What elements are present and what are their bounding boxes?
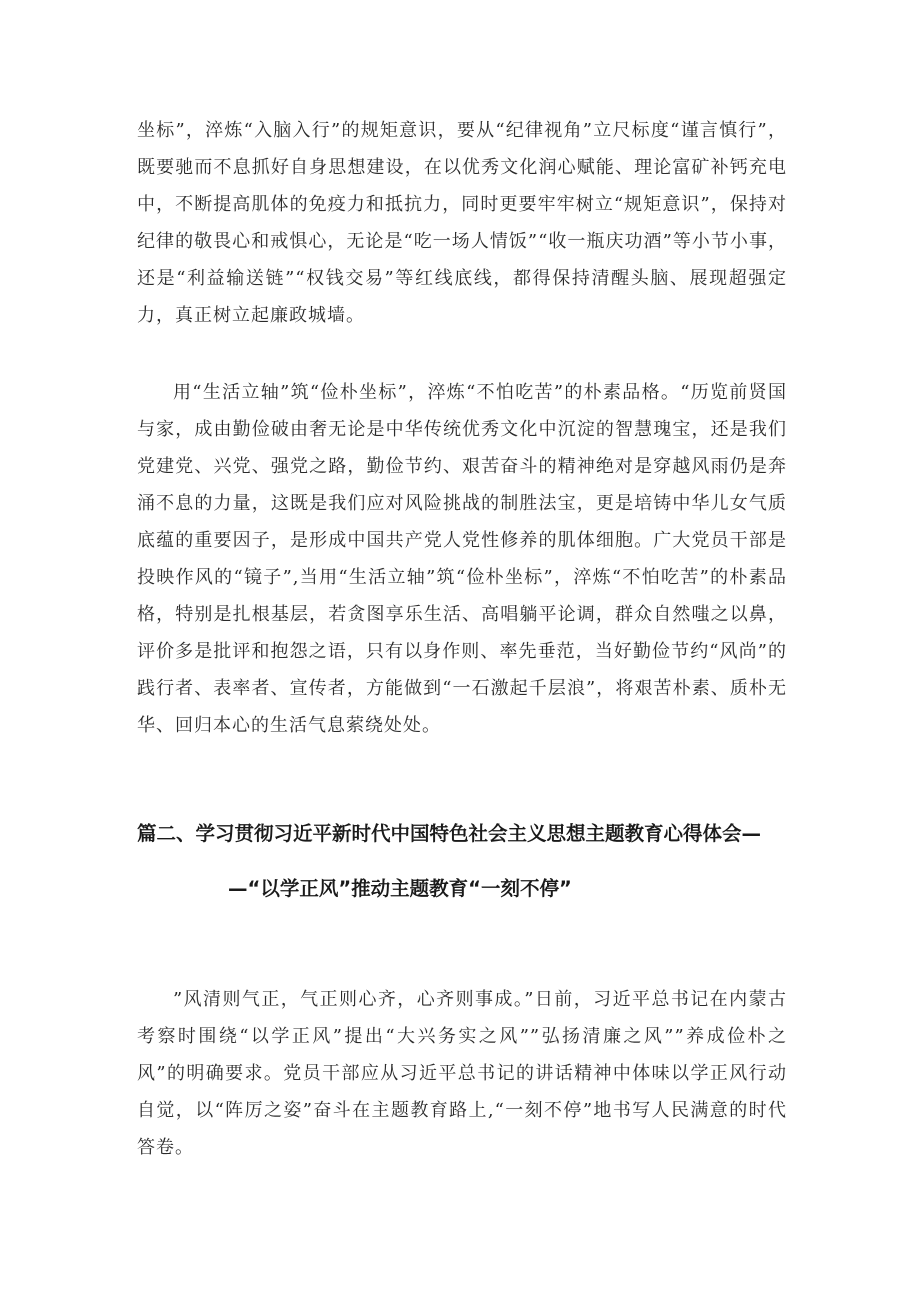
body-paragraph-1: 坐标”，淬炼“入脑入行”的规矩意识，要从“纪律视角”立尺标度“谨言慎行”，既要驰而不息抓好自身思想建设，在以优秀文化润心赋能、理论富矿补钙充电中，不断提高肌体的免疫力和抵抗力，同时更要牢牢树立“规矩意识”，保持对纪律的敬畏心和戒惧心，无论是“吃一场人情饭”“收一瓶庆功酒”等小节小事，还是“利益输送链”“权钱交易”等红线底线，都得保持清醒头脑、展现超强定力，真正树立起廉政城墙。: [137, 120, 787, 326]
section-heading-line-2: —“以学正风”推动主题教育“一刻不停”: [228, 877, 572, 900]
body-paragraph-3: ”风清则气正，气正则心齐，心齐则事成。”日前，习近平总书记在内蒙古考察时围绕“以学正风”提出“大兴务实之风””弘扬清廉之风””养成俭朴之风”的明确要求。党员干部应从习近平总书记的讲话精神中体味以学正风行动自觉，以“阵厉之姿”奋斗在主题教育路上,“一刻不停”地书写人民满意的时代答卷。: [137, 989, 787, 1158]
body-paragraph-2: 用“生活立轴”筑“俭朴坐标”，淬炼“不怕吃苦”的朴素品格。“历览前贤国与家，成由勤俭破由奢无论是中华传统优秀文化中沉淀的智慧瑰宝，还是我们党建党、兴党、强党之路，勤俭节约、艰苦奋斗的精神绝对是穿越风雨仍是奔涌不息的力量，这既是我们应对风险挑战的制胜法宝，更是培铸中华儿女气质底蕴的重要因子，是形成中国共产党人党性修养的肌体细胞。广大党员干部是投映作风的“镜子”,当用“生活立轴”筑“俭朴坐标”，淬炼“不怕吃苦”的朴素品格，特别是扎根基层，若贪图享乐生活、高唱躺平论调，群众自然嗤之以鼻，评价多是批评和抱怨之语，只有以身作则、率先垂范，当好勤俭节约“风尚”的践行者、表率者、宣传者，方能做到“一石激起千层浪”，将艰苦朴素、质朴无华、回归本心的生活气息萦绕处处。: [137, 382, 787, 736]
section-heading-line-1: 篇二、学习贯彻习近平新时代中国特色社会主义思想主题教育心得体会—: [137, 822, 762, 845]
